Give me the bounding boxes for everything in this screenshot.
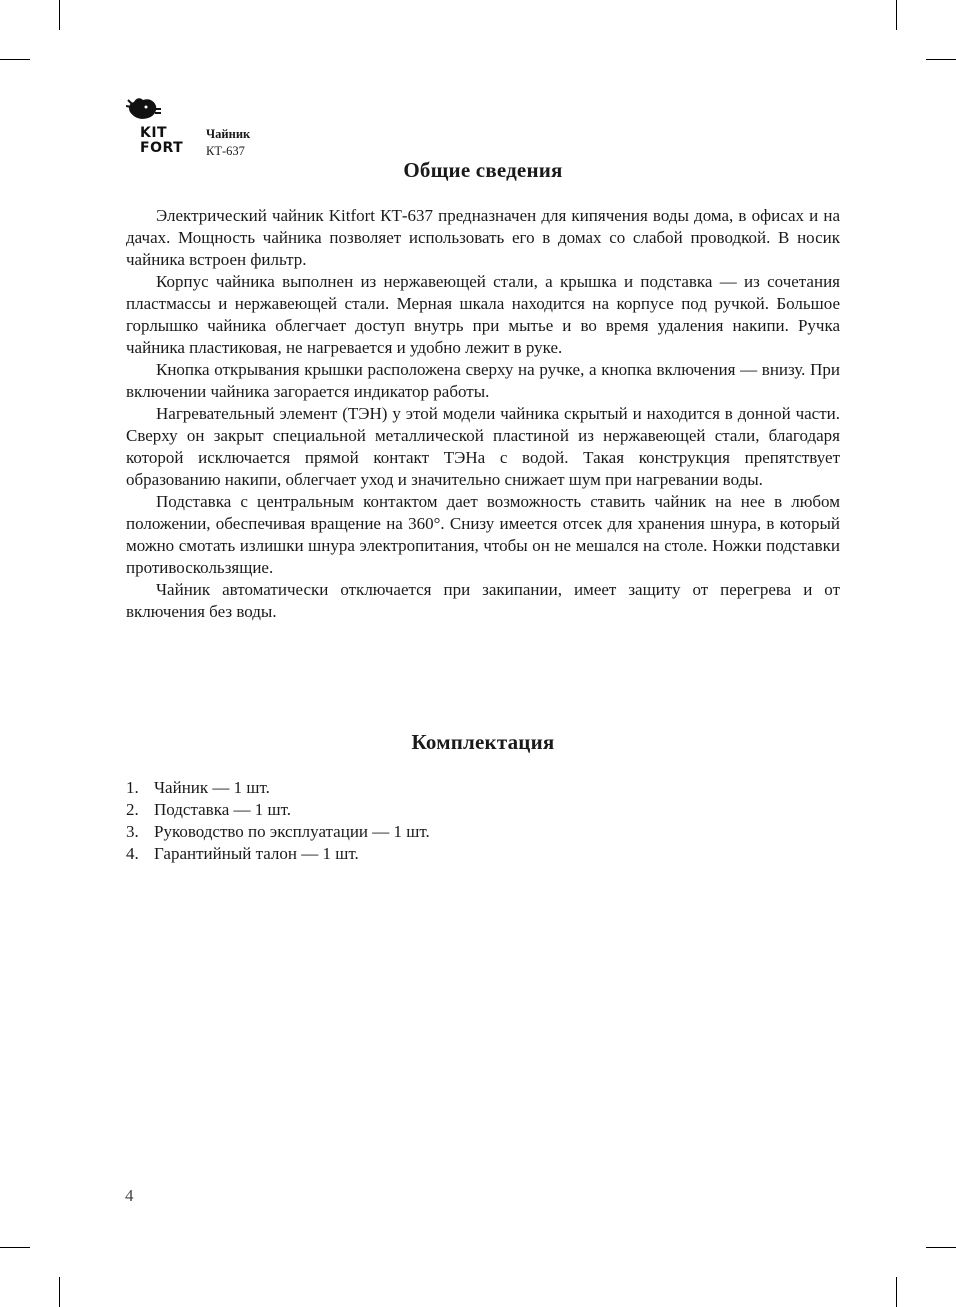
list-item: [126, 777, 430, 799]
logo-line-2: FORT: [140, 140, 184, 156]
paragraph: Кнопка открывания крышки расположена сверху на ручке, а кнопка включения — внизу. При включении чайника загорается индикатор работы.: [126, 360, 840, 401]
paragraph: Подставка с центральным контактом дает возможность ставить чайник на нее в любом положении, обеспечивая вращение на 360°. Снизу имеется отсек для хранения шнура, в который можно смотать излишки шнура электропитания, чтобы он не мешался на столе. Ножки подставки противоскользящие.: [126, 492, 840, 577]
crop-mark: [0, 59, 30, 60]
paragraph: Электрический чайник Kitfort КТ-637 предназначен для кипячения воды дома, в офисах и на дачах. Мощность чайника позволяет использовать его в домах со слабой проводкой. В носик чайника встроен фильтр.: [126, 206, 840, 269]
product-info: [206, 126, 250, 160]
section-title-general: Общие сведения: [403, 158, 563, 182]
paragraph: Корпус чайника выполнен из нержавеющей стали, а крышка и подставка — из сочетания пластмассы и нержавеющей стали. Мерная шкала находится на корпусе под ручкой. Большое горлышко чайника облегчает доступ внутрь при мытье и во время удаления накипи. Ручка чайника пластиковая, не нагревается и удобно лежит в руке.: [126, 272, 840, 357]
crop-mark: [926, 1247, 956, 1248]
paragraph: Нагревательный элемент (ТЭН) у этой модели чайника скрытый и находится в донной части. Сверху он закрыт специальной металлической пластиной из нержавеющей стали, благодаря которой исключается прямой контакт ТЭНа с водой. Такая конструкция препятствует образованию накипи, облегчает уход и значительно снижает шум при нагревании воды.: [126, 404, 840, 489]
kit-list: [126, 777, 430, 865]
logo-wordmark: [140, 126, 183, 156]
product-model: КТ-637: [206, 144, 245, 158]
list-item-number: 1.: [126, 778, 139, 797]
logo-line-1: KIT: [140, 125, 168, 141]
list-item-number: 4.: [126, 844, 139, 863]
list-item-text: Чайник — 1 шт.: [154, 778, 270, 797]
crop-mark: [926, 59, 956, 60]
list-item: [126, 843, 430, 865]
product-name: Чайник: [206, 127, 251, 141]
brand-logo: [126, 96, 196, 156]
crop-mark: [59, 1277, 60, 1307]
general-info-body: [126, 205, 840, 623]
paragraph: Чайник автоматически отключается при закипании, имеет защиту от перегрева и от включения без воды.: [126, 580, 840, 621]
list-item: [126, 821, 430, 843]
list-item-number: 3.: [126, 822, 139, 841]
list-item-text: Руководство по эксплуатации — 1 шт.: [154, 822, 430, 841]
crop-mark: [0, 1247, 30, 1248]
section-title-kit: Комплектация: [411, 730, 555, 754]
crop-mark: [59, 0, 60, 30]
list-item: [126, 799, 430, 821]
list-item-text: Гарантийный талон — 1 шт.: [154, 844, 359, 863]
page-number: 4: [125, 1186, 134, 1205]
crop-mark: [896, 1277, 897, 1307]
whale-plug-icon: [126, 96, 166, 126]
list-item-number: 2.: [126, 800, 139, 819]
crop-mark: [896, 0, 897, 30]
list-item-text: Подставка — 1 шт.: [154, 800, 291, 819]
